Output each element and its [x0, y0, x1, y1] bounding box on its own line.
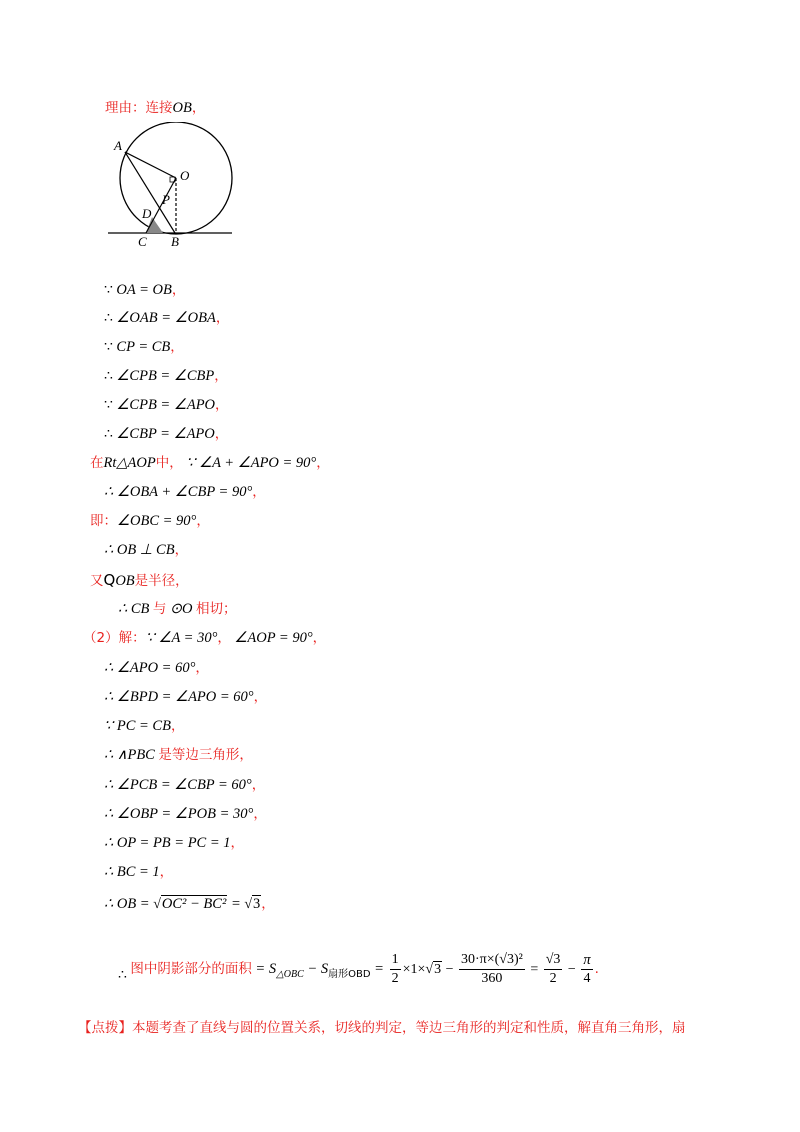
area-root3: 3 [434, 962, 442, 977]
step3-1 [104, 775, 265, 796]
step-end: ， [215, 310, 230, 326]
area-eq: = S [255, 961, 277, 977]
step-expression: ∴ BC = 1 [104, 864, 160, 880]
step-end: ， [170, 339, 184, 355]
fraction-denominator: 2 [549, 971, 557, 987]
fraction-numerator: √3 [544, 951, 563, 970]
rt-triangle: Rt△AOP [103, 455, 156, 471]
step-symbol: ∵ [104, 283, 113, 298]
step-symbol: ∴ [104, 311, 113, 326]
fraction-numerator: 30·π×(√3)² [459, 951, 525, 970]
equilateral-line [104, 745, 253, 766]
step-symbol: ∵ [104, 340, 113, 355]
ob-line [104, 894, 275, 915]
area-eq2: = [370, 961, 388, 977]
rt-pre: 在 [90, 455, 104, 471]
perp-line [104, 540, 188, 561]
sum-line [104, 482, 266, 503]
step2-3 [104, 716, 184, 737]
area-line [118, 950, 599, 995]
step3-2 [104, 804, 267, 825]
rt-end: ， [316, 455, 330, 471]
you-pre: 又 [90, 573, 104, 589]
step-symbol: ∵ [104, 398, 113, 413]
part2-expression-2: ∠AOP = 90° [234, 630, 313, 646]
step-end: ， [170, 718, 185, 734]
part2-line [83, 628, 326, 649]
step-end: ， [214, 426, 229, 442]
ob-radicand: OC² − BC² [161, 896, 227, 912]
sqrt-sign: √ [244, 897, 253, 912]
step-2 [104, 308, 229, 329]
area-text: 图中阴影部分的面积 [130, 961, 252, 977]
tip-text: 本题考查了直线与圆的位置关系，切线的判定，等边三角形的判定和性质，解直角三角形，扇 [132, 1020, 686, 1036]
part2-separator: ， [217, 630, 231, 646]
step-expression: OA = OB [116, 282, 172, 298]
tangent-mid: 与 [152, 601, 167, 617]
step-expression: ∵ PC = CB [104, 718, 171, 734]
step2-2 [104, 687, 267, 708]
tangent-circle: ⊙O [169, 601, 193, 617]
step-expression: ∴ OP = PB = PC = 1 [104, 835, 231, 851]
area-eq3: = [526, 962, 542, 977]
fraction-sector [459, 951, 525, 988]
step-expression: ∠CBP = ∠APO [116, 426, 215, 442]
ji-expression: ∠OBC = 90° [117, 513, 197, 529]
step3-3 [104, 833, 244, 854]
step-end: ， [215, 397, 229, 413]
step-expression: ∠OAB = ∠OBA [116, 310, 216, 326]
rt-mid: 中， [155, 455, 183, 471]
reason-suffix: ， [191, 100, 206, 116]
ob-lhs: ∴ OB = [104, 896, 154, 912]
label-a: A [114, 138, 122, 153]
fraction-half [390, 951, 401, 988]
step-expression: ∴ ∠OBP = ∠POB = 30° [104, 806, 254, 822]
part2-label: （2）解： [83, 630, 146, 646]
area-symbol: ∴ [118, 968, 127, 983]
perp-expression: ∴ OB ⊥ CB [104, 542, 175, 558]
tangent-conclusion-line [118, 599, 237, 620]
step-expression: ∠CPB = ∠APO [116, 397, 216, 413]
step-3 [104, 337, 184, 358]
step-end: ， [253, 806, 267, 822]
fraction-pi-quarter [581, 951, 592, 988]
step-expression: ∠CPB = ∠CBP [116, 368, 215, 384]
tangent-post: 相切； [196, 601, 237, 617]
fraction-root3-half [544, 951, 563, 988]
fraction-denominator: 4 [583, 971, 591, 987]
reason-prefix: 理由：连接 [105, 100, 173, 116]
fraction-numerator: 1 [390, 951, 401, 970]
area-mul: ×1× [402, 962, 426, 977]
step-expression: ∴ ∠BPD = ∠APO = 60° [104, 689, 254, 705]
you-q-glyph: Q [103, 571, 116, 589]
sqrt-sign: √ [153, 897, 161, 912]
geometry-figure [100, 122, 240, 252]
area-minus: − S [303, 961, 329, 977]
label-b: B [171, 234, 179, 249]
rt-expression: ∵ ∠A + ∠APO = 90° [186, 455, 317, 471]
ob-result: 3 [253, 896, 261, 912]
tip-line [78, 1018, 686, 1039]
step-end: ， [171, 282, 186, 298]
reason-math: OB [172, 100, 192, 116]
ob-end: ， [261, 896, 275, 912]
step-expression: ∴ ∠PCB = ∠CBP = 60° [104, 777, 252, 793]
tangent-expression: ∴ CB [118, 601, 150, 617]
ob-equals: = [227, 896, 245, 912]
ji-end: ， [196, 513, 210, 529]
step-4 [104, 366, 228, 387]
area-minus2: − [442, 962, 457, 977]
step-end: ， [230, 835, 245, 851]
ji-line [90, 511, 210, 532]
ji-pre: 即： [90, 513, 117, 529]
step-5 [104, 395, 229, 416]
area-end: . [594, 961, 599, 977]
tip-label: 【点拨】 [78, 1020, 132, 1036]
step2-1 [104, 658, 209, 679]
step3-4 [104, 862, 173, 883]
step-expression: ∴ ∠APO = 60° [104, 660, 196, 676]
equilateral-expression: ∴ ∧PBC [104, 747, 155, 763]
reason-line [105, 98, 205, 119]
step-expression: CP = CB [116, 339, 171, 355]
label-d: D [142, 206, 152, 221]
step-end: ， [195, 660, 209, 676]
sum-expression: ∴ ∠OBA + ∠CBP = 90° [104, 484, 253, 500]
part2-expression-1: ∵ ∠A = 30° [145, 630, 218, 646]
step-end: ， [251, 777, 266, 793]
part2-end: ， [312, 630, 327, 646]
area-sub-triangle: △OBC [276, 968, 304, 980]
step-end: ， [214, 368, 228, 384]
label-c: C [138, 234, 147, 249]
area-sub-sector: 扇形OBD [328, 968, 371, 980]
equilateral-post: 是等边三角形， [158, 747, 253, 763]
step-symbol: ∴ [104, 369, 113, 384]
step-end: ， [253, 689, 268, 705]
step-6 [104, 424, 228, 445]
you-line [90, 570, 189, 592]
perp-end: ， [174, 542, 189, 558]
you-math: OB [115, 573, 135, 589]
area-minus3: − [564, 962, 580, 977]
sqrt-sign: √ [425, 962, 434, 977]
rt-triangle-line [90, 453, 330, 474]
step-end: ， [159, 864, 174, 880]
you-post: 是半径， [134, 573, 189, 589]
sum-end: ， [252, 484, 266, 500]
fraction-denominator: 2 [391, 971, 399, 987]
step-symbol: ∴ [104, 427, 113, 442]
label-p: P [162, 192, 170, 207]
fraction-numerator: π [583, 952, 591, 969]
label-o: O [180, 168, 190, 183]
fraction-denominator: 360 [481, 971, 503, 987]
step-1 [104, 280, 185, 301]
